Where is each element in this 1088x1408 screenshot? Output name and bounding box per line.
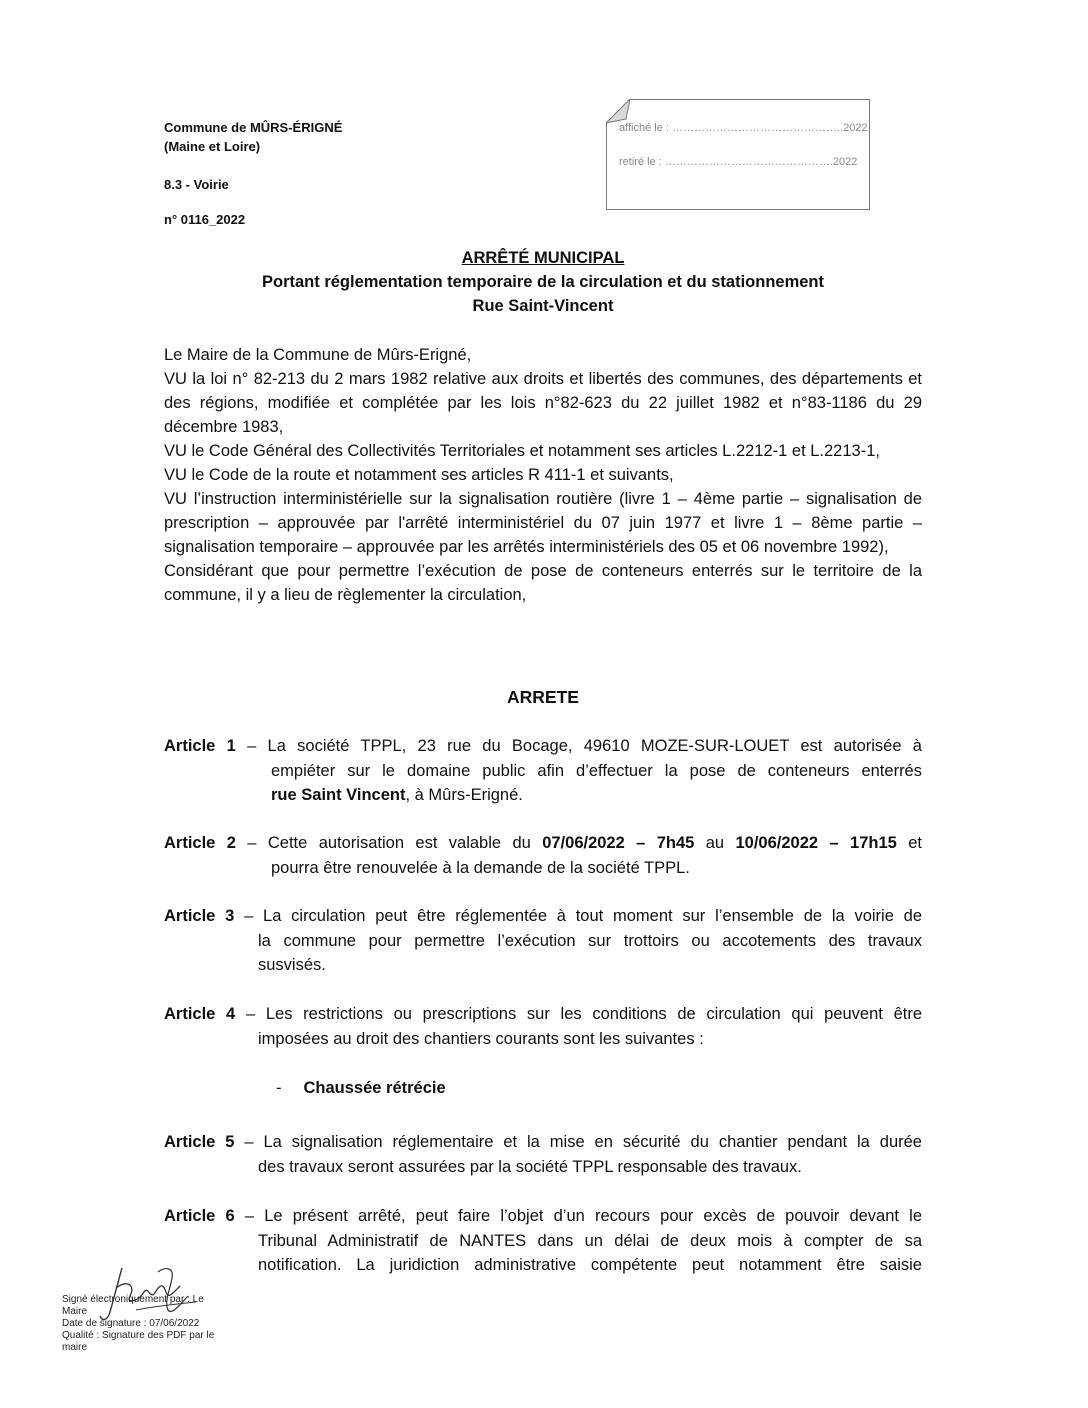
title-block [164,246,922,318]
article-1-label: Article 1 [164,737,236,755]
article-6-line-2: Tribunal Administratif de NANTES dans un délai de deux mois à compter de sa [258,1231,922,1250]
posted-date-line: affiché le : ………………………………………..2022 [619,122,868,134]
preamble-intro: Le Maire de la Commune de Mûrs-Erigné, [164,346,472,364]
departement: (Maine et Loire) [164,139,261,154]
signature-line-2: Maire [62,1306,88,1317]
article-5 [164,1130,922,1179]
preamble [164,343,922,607]
article-2-label: Article 2 [164,834,236,852]
article-3-line-1 [164,904,922,929]
article-2-line-2: pourra être renouvelée à la demande de la société TPPL. [271,858,690,877]
article-1-line-2: empiéter sur le domaine public afin d’effectuer la pose de conteneurs enterrés [271,761,922,780]
article-6 [164,1204,922,1278]
article-4 [164,1002,922,1101]
article-3-line-2: la commune pour permettre l’exécution sur trottoirs ou accotements des travaux [258,931,922,950]
signature-line-4: Qualité : Signature des PDF par le [62,1330,215,1341]
article-4-bullet [164,1076,922,1101]
article-6-text-1: – Le présent arrêté, peut faire l’objet d’un recours pour excès de pouvoir devant le [234,1207,922,1225]
electronic-signature-block [62,1294,232,1354]
article-5-label: Article 5 [164,1133,235,1151]
article-6-line-3: notification. La juridiction administrative compétente peut notamment être saisie [258,1256,922,1274]
article-1 [164,734,922,808]
commune-name: Commune de MÛRS-ÉRIGNÉ [164,120,343,135]
article-3-label: Article 3 [164,907,235,925]
article-2-start: 07/06/2022 – 7h45 [542,834,695,852]
article-4-label: Article 4 [164,1005,236,1023]
article-2-post: et [896,834,922,852]
decree-number: n° 0116_2022 [164,212,246,227]
article-5-text-1: – La signalisation réglementaire et la mise en sécurité du chantier pendant la durée [234,1133,922,1151]
article-3-text-1: – La circulation peut être réglementée à tout moment sur l’ensemble de la voirie de [234,907,923,925]
article-1-line-3 [164,783,922,808]
article-2-mid: au [694,834,736,852]
article-5-line-2: des travaux seront assurées par la société TPPL responsable des travaux. [258,1157,802,1176]
article-3-line-3: susvisés. [258,956,326,974]
bullet-text: Chaussée rétrécie [303,1079,446,1097]
subtitle: Portant réglementation temporaire de la circulation et du stationnement [261,273,824,291]
article-1-text-3: , à Mûrs-Erigné. [405,786,523,804]
signature-line-5: maire [62,1342,88,1353]
preamble-considering: Considérant que pour permettre l’exécution de pose de conteneurs enterrés sur le territoire de la commune, il y a lieu de règlementer la circulation, [164,562,922,604]
preamble-vu-loi: VU la loi n° 82-213 du 2 mars 1982 relative aux droits et libertés des communes, des départements et des régions, modifiée et complétée par les lois n°82-623 du 22 juillet 1982 et n°83-1186 du 29 décembre 1983, [164,370,922,436]
commune-header [164,118,342,156]
posting-stamp-box [606,99,870,210]
signature-line-1: Signé électroniquement par : Le [62,1294,204,1305]
article-4-line-2: imposées au droit des chantiers courants sont les suivantes : [258,1029,704,1048]
arrete-heading: ARRETE [507,687,579,707]
bullet-dash: - [276,1079,282,1097]
main-title: ARRÊTÉ MUNICIPAL [461,249,625,267]
article-1-street: rue Saint Vincent [271,786,406,804]
preamble-vu-instruction: VU l’instruction interministérielle sur la signalisation routière (livre 1 – 4ème partie – signalisation de prescription – approuvée par l'arrêté interministériel du 07 juin 1977 et livre 1 – 8ème partie – signalisation temporaire – approuvée par les arrêtés interministériels des 05 et 06 novembre 1992), [164,490,922,556]
article-2-end: 10/06/2022 – 17h15 [735,834,897,852]
signature-line-3: Date de signature : 07/06/2022 [62,1318,200,1329]
article-3 [164,904,922,978]
preamble-vu-code-route: VU le Code de la route et notamment ses articles R 411-1 et suivants, [164,466,674,484]
category: 8.3 - Voirie [164,177,229,192]
article-1-text-1: – La société TPPL, 23 rue du Bocage, 49610 MOZE-SUR-LOUET est autorisée à [235,737,922,755]
article-2-pre: – Cette autorisation est valable du [235,834,543,852]
preamble-vu-cgct: VU le Code Général des Collectivités Territoriales et notamment ses articles L.2212-1 et L.2213-1, [164,442,880,460]
article-4-text-1: – Les restrictions ou prescriptions sur les conditions de circulation qui peuvent être [235,1005,922,1023]
removed-date-line: retiré le : ……………………………………….2022 [619,156,858,168]
article-5-line-1 [164,1130,922,1155]
article-1-line-1 [164,734,922,759]
street-title: Rue Saint-Vincent [472,297,614,315]
article-2-line-1 [164,831,922,856]
article-6-line-1 [164,1204,922,1229]
article-4-line-1 [164,1002,922,1027]
article-2 [164,831,922,880]
article-6-label: Article 6 [164,1207,235,1225]
